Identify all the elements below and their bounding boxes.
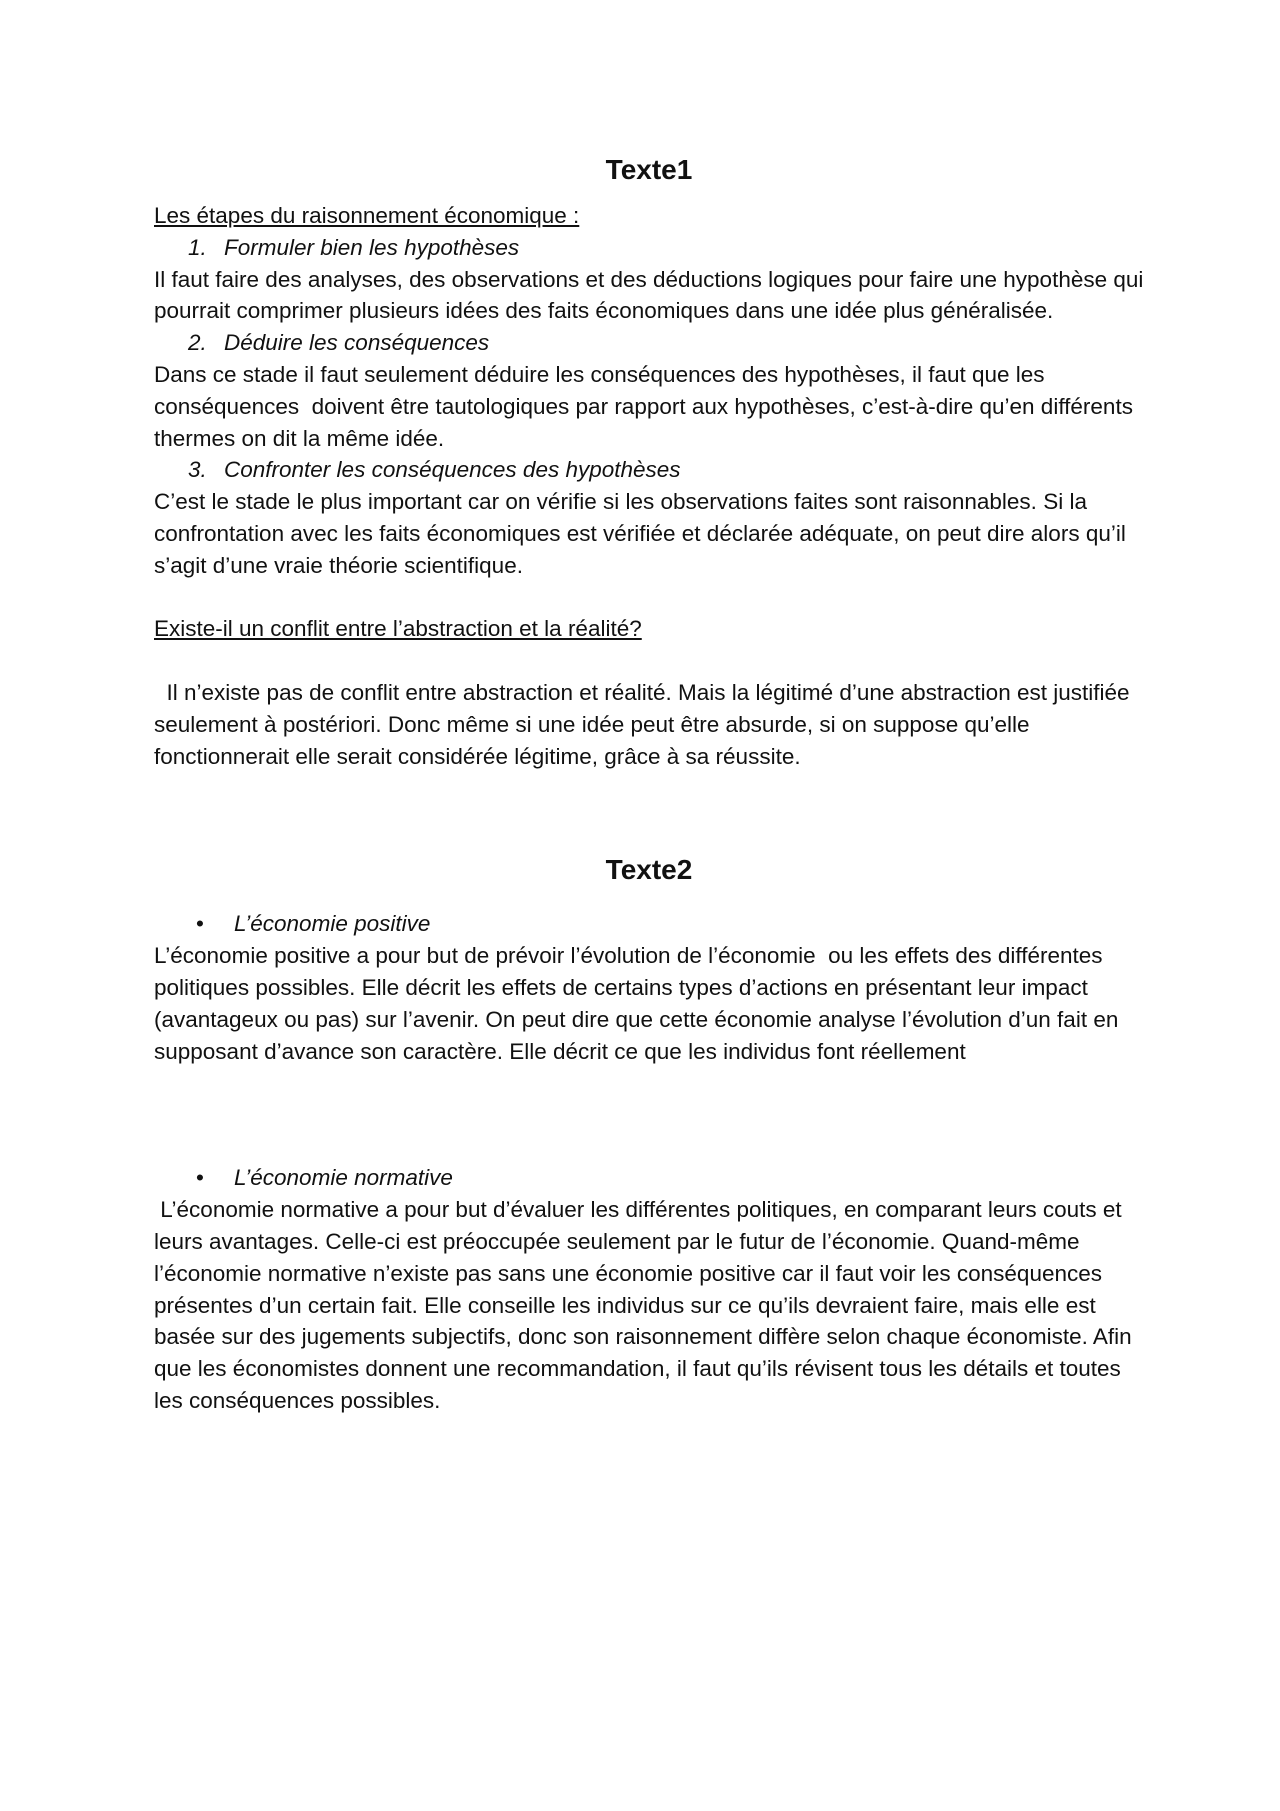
step-1-label xyxy=(154,232,1144,264)
step-1-number: 1. xyxy=(188,234,207,260)
positive-economy-paragraph: L’économie positive a pour but de prévoir l’évolution de l’économie ou les effets des différentes politiques possibles. Elle décrit les effets de certains types d’actions en présentant leur impact (avantageux ou pas) sur l’avenir. On peut dire que cette économie analyse l’évolution d’un fait en supposant d’avance son caractère. Elle décrit ce que les individus font réellement xyxy=(154,943,1125,1064)
step-2-text: Déduire les conséquences xyxy=(224,330,490,356)
step-1-paragraph: Il faut faire des analyses, des observations et des déductions logiques pour faire une hypothèse qui pourrait comprimer plusieurs idées des faits économiques dans une idée plus généralisée. xyxy=(154,266,1150,324)
bullet-icon: • xyxy=(196,911,204,937)
bullet-normative-label: L’économie normative xyxy=(234,1165,453,1191)
step-2-paragraph: Dans ce stade il faut seulement déduire les conséquences des hypothèses, il faut que les conséquences doivent être tautologiques par rapport aux hypothèses, c’est-à-dire qu’en différents thermes on dit la même idée. xyxy=(154,361,1140,451)
spacer xyxy=(154,645,1144,677)
spacer xyxy=(154,772,1144,850)
bullet-positive-economy xyxy=(154,908,1144,940)
document-page xyxy=(154,150,1150,1417)
step-3-number: 3. xyxy=(188,457,207,483)
step-2-number: 2. xyxy=(188,330,207,356)
texte2-title: Texte2 xyxy=(605,854,693,886)
step-3-text: Confronter les conséquences des hypothèses xyxy=(224,457,681,483)
step-1-text: Formuler bien les hypothèses xyxy=(224,234,520,260)
reasoning-steps-heading: Les étapes du raisonnement économique : xyxy=(154,203,580,228)
bullet-normative-economy xyxy=(154,1162,1144,1194)
conflict-answer-paragraph: Il n’existe pas de conflit entre abstraction et réalité. Mais la légitimé d’une abstraction est justifiée seulement à postériori. Donc même si une idée peut être absurde, si on suppose qu’elle fonctionnerait elle serait considérée légitime, grâce à sa réussite. xyxy=(154,679,1136,769)
bullet-positive-label: L’économie positive xyxy=(234,911,431,937)
spacer xyxy=(154,1067,1144,1162)
step-3-paragraph: C’est le stade le plus important car on vérifie si les observations faites sont raisonnables. Si la confrontation avec les faits économiques est vérifiée et déclarée adéquate, on peut dire alors qu’il s’agit d’une vraie théorie scientifique. xyxy=(154,489,1133,578)
bullet-icon: • xyxy=(196,1165,204,1191)
texte1-title: Texte1 xyxy=(605,154,693,185)
conflict-question-heading: Existe-il un conflit entre l’abstraction et la réalité? xyxy=(154,616,642,642)
step-2-label xyxy=(154,327,1144,359)
step-3-label xyxy=(154,454,1144,486)
normative-economy-paragraph: L’économie normative a pour but d’évaluer les différentes politiques, en comparant leurs couts et leurs avantages. Celle-ci est préoccupée seulement par le futur de l’économie. Quand-même l’économie normative n’existe pas sans une économie positive car il faut voir les conséquences présentes d’un certain fait. Elle conseille les individus sur ce qu’ils devraient faire, mais elle est basée sur des jugements subjectifs, donc son raisonnement diffère selon chaque économiste. Afin que les économistes donnent une recommandation, il faut qu’ils révisent tous les détails et toutes les conséquences possibles. xyxy=(154,1197,1138,1413)
spacer xyxy=(154,582,1144,614)
